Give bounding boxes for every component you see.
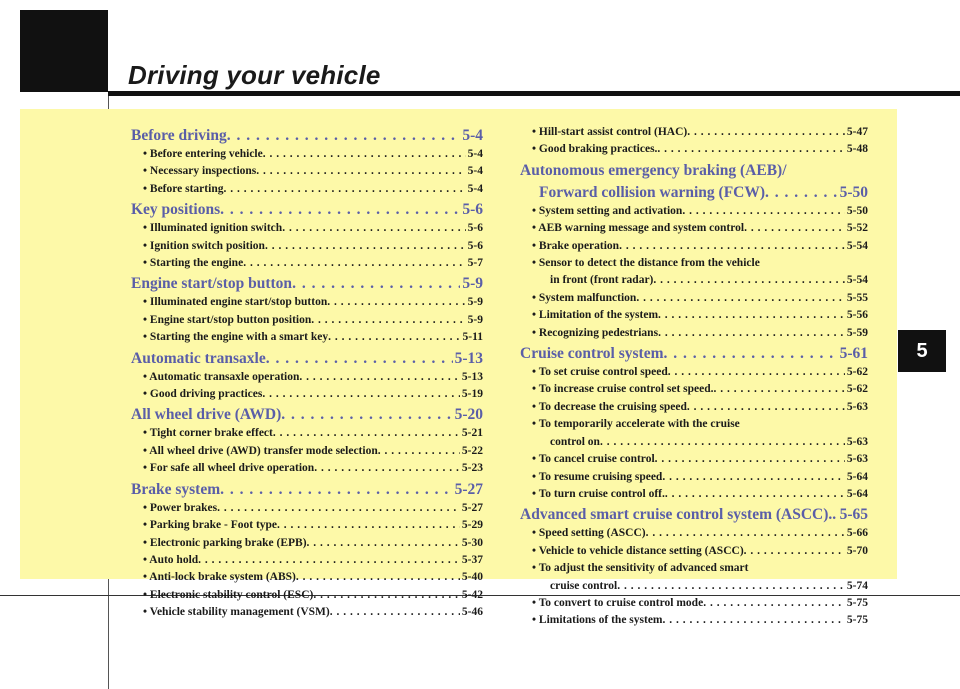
toc-entry-recognizing-pedestrians[interactable]: • Recognizing pedestrians . . . 5-59 [520,325,868,342]
toc-entry-anti-lock-brake-system[interactable]: • Anti-lock brake system (ABS) . . . 5-40 [131,569,483,586]
toc-entry-engine-start-stop-button-position[interactable]: • Engine start/stop button position . . . 5-9 [131,312,483,329]
toc-entry-system-setting-activation[interactable]: • System setting and activation . . . 5-50 [520,203,868,220]
toc-entry-ignition-switch-position[interactable]: • Ignition switch position . . . 5-6 [131,238,483,255]
toc-entry-automatic-transaxle[interactable]: Automatic transaxle . . . 5-13 [131,348,483,369]
toc-entry-before-driving[interactable]: Before driving . . . 5-4 [131,125,483,146]
toc-entry-temp-accelerate-line1[interactable]: • To temporarily accelerate with the cruise [532,418,740,431]
toc-entry-engine-start-stop-button[interactable]: Engine start/stop button . . . 5-9 [131,273,483,294]
toc-entry-limitation-of-system[interactable]: • Limitation of the system . . . 5-56 [520,307,868,324]
toc-entry-adjust-sensitivity-line1[interactable]: • To adjust the sensitivity of advanced smart [532,562,749,575]
toc-entry-cruise-control-system[interactable]: Cruise control system . . . 5-61 [520,343,868,364]
toc-entry-awd-transfer-mode-selection[interactable]: • All wheel drive (AWD) transfer mode selection . . . 5-22 [131,443,483,460]
toc-entry-before-entering-vehicle[interactable]: • Before entering vehicle . . . 5-4 [131,146,483,163]
toc-entry-cancel-cruise-control[interactable]: • To cancel cruise control . . . 5-63 [520,451,868,468]
toc-entry-good-braking-practices[interactable]: • Good braking practices. . . . 5-48 [520,141,868,158]
title-rule [108,91,960,96]
toc-entry-key-positions[interactable]: Key positions . . . 5-6 [131,199,483,220]
toc-entry-distance-setting-ascc[interactable]: • Vehicle to vehicle distance setting (ASCC) . . . 5-70 [520,543,868,560]
toc-entry-illuminated-ignition-switch[interactable]: • Illuminated ignition switch . . . 5-6 [131,220,483,237]
toc-entry-before-starting[interactable]: • Before starting . . . 5-4 [131,181,483,198]
toc-entry-vehicle-stability-management[interactable]: • Vehicle stability management (VSM) . . . 5-46 [131,604,483,621]
chapter-title: Driving your vehicle [128,60,381,90]
toc-entry-starting-the-engine[interactable]: • Starting the engine . . . 5-7 [131,255,483,272]
toc-entry-necessary-inspections[interactable]: • Necessary inspections . . . 5-4 [131,163,483,180]
toc-entry-aeb-warning-message[interactable]: • AEB warning message and system control . . . 5-52 [520,220,868,237]
chapter-tab[interactable]: 5 [898,330,946,372]
toc-left-column [131,124,483,622]
toc-entry-aeb-line1[interactable]: Autonomous emergency braking (AEB)/ [520,161,787,179]
toc-entry-starting-with-smart-key[interactable]: • Starting the engine with a smart key . . . 5-11 [131,329,483,346]
toc-entry-ascc[interactable]: Advanced smart cruise control system (ASCC). . . . 5-65 [520,504,868,525]
toc-entry-power-brakes[interactable]: • Power brakes . . . 5-27 [131,500,483,517]
toc-entry-electronic-parking-brake[interactable]: • Electronic parking brake (EPB) . . . 5-30 [131,535,483,552]
toc-entry-hill-start-assist[interactable]: • Hill-start assist control (HAC) . . . 5-47 [520,124,868,141]
toc-entry-limitations-of-system[interactable]: • Limitations of the system . . . 5-75 [520,612,868,629]
toc-entry-control-on[interactable]: control on . . . 5-63 [520,434,868,451]
toc-right-column [520,124,868,630]
toc-entry-front-radar[interactable]: in front (front radar) . . . 5-54 [520,272,868,289]
toc-entry-convert-cruise-mode[interactable]: • To convert to cruise control mode . . . 5-75 [520,595,868,612]
corner-block [20,10,108,92]
toc-entry-speed-setting-ascc[interactable]: • Speed setting (ASCC) . . . 5-66 [520,525,868,542]
toc-entry-illuminated-engine-start-stop-button[interactable]: • Illuminated engine start/stop button . . . 5-9 [131,294,483,311]
toc-entry-decrease-cruise-speed[interactable]: • To decrease the cruising speed . . . 5-63 [520,399,868,416]
toc-entry-safe-awd-operation[interactable]: • For safe all wheel drive operation . . . 5-23 [131,460,483,477]
toc-entry-all-wheel-drive[interactable]: All wheel drive (AWD) . . . 5-20 [131,404,483,425]
toc-entry-forward-collision-warning[interactable]: Forward collision warning (FCW) . . . 5-50 [520,182,868,203]
toc-entry-electronic-stability-control[interactable]: • Electronic stability control (ESC) . . . 5-42 [131,587,483,604]
toc-entry-brake-system[interactable]: Brake system . . . 5-27 [131,479,483,500]
toc-entry-resume-cruising-speed[interactable]: • To resume cruising speed . . . 5-64 [520,469,868,486]
toc-entry-brake-operation[interactable]: • Brake operation . . . 5-54 [520,238,868,255]
toc-entry-increase-cruise-speed[interactable]: • To increase cruise control set speed. . . . 5-62 [520,381,868,398]
toc-entry-auto-hold[interactable]: • Auto hold . . . 5-37 [131,552,483,569]
toc-entry-sensor-line1[interactable]: • Sensor to detect the distance from the vehicle [532,257,760,270]
toc-entry-set-cruise-speed[interactable]: • To set cruise control speed . . . 5-62 [520,364,868,381]
toc-entry-good-driving-practices[interactable]: • Good driving practices . . . 5-19 [131,386,483,403]
toc-entry-system-malfunction[interactable]: • System malfunction . . . 5-55 [520,290,868,307]
toc-entry-parking-brake-foot-type[interactable]: • Parking brake - Foot type . . . 5-29 [131,517,483,534]
toc-entry-tight-corner-brake-effect[interactable]: • Tight corner brake effect . . . 5-21 [131,425,483,442]
toc-entry-cruise-control-sensitivity[interactable]: cruise control . . . 5-74 [520,578,868,595]
toc-entry-turn-cruise-off[interactable]: • To turn cruise control off. . . . 5-64 [520,486,868,503]
toc-entry-automatic-transaxle-operation[interactable]: • Automatic transaxle operation . . . 5-13 [131,369,483,386]
